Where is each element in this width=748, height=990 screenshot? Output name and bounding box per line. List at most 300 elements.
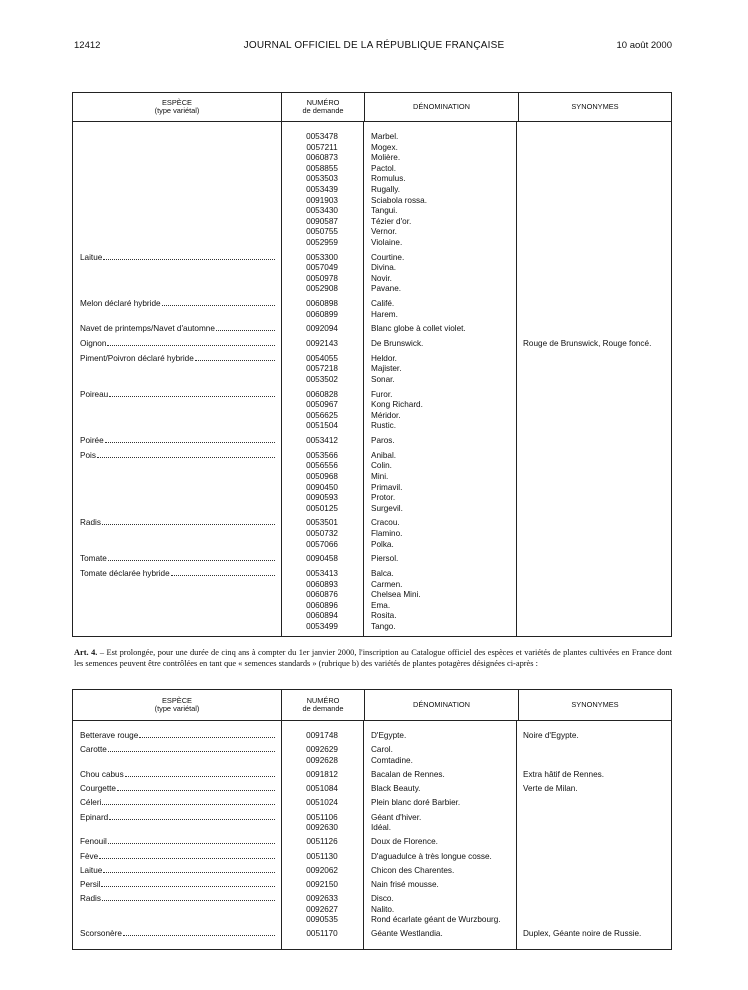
leader-dots <box>107 345 275 346</box>
synonyms-cell <box>516 798 671 809</box>
numero-cell <box>281 324 363 335</box>
request-number: 0090458 <box>306 554 338 564</box>
species-label <box>80 745 275 756</box>
leader-dots <box>123 935 275 936</box>
species-cell <box>73 132 281 249</box>
col-denomination: DÉNOMINATION <box>364 93 518 121</box>
request-number: 0090593 <box>306 493 338 503</box>
numero-cell <box>281 866 363 877</box>
request-number: 0058855 <box>306 163 338 173</box>
species-label <box>80 784 275 795</box>
col-espece: ESPÈCE (type variétal) <box>154 695 200 713</box>
synonyms-cell <box>516 354 671 386</box>
synonyms-cell <box>516 339 671 350</box>
species-cell <box>73 339 281 350</box>
variety-name: Rugally. <box>371 184 400 194</box>
species-cell <box>73 880 281 891</box>
species-label <box>80 354 275 365</box>
request-number: 0092630 <box>306 823 338 833</box>
synonyms-cell <box>516 436 671 447</box>
synonyms-cell <box>516 745 671 766</box>
request-number: 0056625 <box>306 410 338 420</box>
species-label <box>80 852 275 863</box>
species-label <box>80 770 275 781</box>
table-row <box>73 299 671 320</box>
denomination-cell <box>363 569 516 633</box>
variety-name: Colin. <box>371 461 392 471</box>
request-number: 0053478 <box>306 132 338 141</box>
request-number: 0050968 <box>306 471 338 481</box>
leader-dots <box>109 396 275 397</box>
variety-name: Califé. <box>371 299 395 309</box>
leader-dots <box>103 872 275 873</box>
denomination-cell <box>363 837 516 848</box>
journal-title: JOURNAL OFFICIEL DE LA RÉPUBLIQUE FRANÇAISE <box>243 40 505 51</box>
denomination-cell <box>363 132 516 249</box>
denomination-cell <box>363 745 516 766</box>
synonyms-cell <box>516 813 671 834</box>
variety-name: Rond écarlate géant de Wurzbourg. <box>371 915 501 925</box>
synonym: Verte de Milan. <box>523 784 578 794</box>
request-number: 0060898 <box>306 299 338 309</box>
synonyms-cell <box>516 866 671 877</box>
numero-cell <box>281 339 363 350</box>
variety-name: D'Egypte. <box>371 731 407 740</box>
leader-dots <box>216 330 275 331</box>
species-name: Chou cabus <box>80 769 124 779</box>
species-label <box>80 798 275 809</box>
request-number: 0050125 <box>306 503 338 513</box>
request-number: 0092628 <box>306 755 338 765</box>
denomination-cell <box>363 894 516 926</box>
species-cell <box>73 554 281 565</box>
variety-name: Cracou. <box>371 518 400 528</box>
request-number: 0053503 <box>306 174 338 184</box>
variety-name: Protor. <box>371 493 396 503</box>
variety-name: Flamino. <box>371 529 403 539</box>
species-name: Laitue <box>80 252 103 262</box>
variety-name: Heldor. <box>371 353 397 363</box>
variety-name: Bacalan de Rennes. <box>371 769 445 779</box>
request-number: 0050732 <box>306 529 338 539</box>
variety-name: Mogex. <box>371 142 398 152</box>
col-denomination: DÉNOMINATION <box>364 690 518 720</box>
table-row <box>73 852 671 863</box>
request-number: 0092062 <box>306 865 338 875</box>
species-cell <box>73 770 281 781</box>
variety-name: Sciabola rossa. <box>371 195 427 205</box>
request-number: 0092627 <box>306 904 338 914</box>
species-cell <box>73 894 281 926</box>
synonyms-cell <box>516 253 671 295</box>
col-espece: ESPÈCE (type variétal) <box>154 97 200 115</box>
table-row <box>73 813 671 834</box>
species-name: Céleri <box>80 798 102 808</box>
varieties-table-2 <box>72 689 672 950</box>
request-number: 0051130 <box>306 851 338 861</box>
col-numero: NUMÉRO de demande <box>281 93 364 121</box>
species-name: Courgette <box>80 784 116 794</box>
table-row <box>73 354 671 386</box>
species-label <box>80 436 275 447</box>
species-name: Persil <box>80 879 101 889</box>
table-row <box>73 798 671 809</box>
leader-dots <box>171 575 275 576</box>
synonyms-cell <box>516 784 671 795</box>
variety-name: D'aguadulce à très longue cosse. <box>371 851 492 861</box>
request-number: 0053430 <box>306 206 338 216</box>
request-number: 0053439 <box>306 184 338 194</box>
variety-name: Harem. <box>371 309 398 319</box>
synonyms-cell <box>516 894 671 926</box>
variety-name: Vernor. <box>371 227 397 237</box>
variety-name: Pavane. <box>371 284 402 294</box>
numero-cell <box>281 784 363 795</box>
request-number: 0053501 <box>306 518 338 528</box>
species-label <box>80 299 275 310</box>
variety-name: Courtine. <box>371 252 405 262</box>
request-number: 0060873 <box>306 153 338 163</box>
leader-dots <box>97 457 275 458</box>
species-cell <box>73 436 281 447</box>
variety-name: Divina. <box>371 263 397 273</box>
species-cell <box>73 569 281 633</box>
species-name: Betterave rouge <box>80 731 139 740</box>
species-cell <box>73 731 281 742</box>
variety-name: Comtadine. <box>371 755 413 765</box>
variety-name: Rustic. <box>371 421 397 431</box>
numero-cell <box>281 798 363 809</box>
leader-dots <box>102 804 275 805</box>
request-number: 0092094 <box>306 324 338 334</box>
species-label <box>80 324 275 335</box>
leader-dots <box>125 776 275 777</box>
request-number: 0060876 <box>306 590 338 600</box>
leader-dots <box>102 524 275 525</box>
species-label <box>80 837 275 848</box>
table-row <box>73 866 671 877</box>
denomination-cell <box>363 354 516 386</box>
request-number: 0060828 <box>306 389 338 399</box>
synonyms-cell <box>516 324 671 335</box>
request-number: 0053499 <box>306 621 338 631</box>
table-header <box>73 93 671 122</box>
denomination-cell <box>363 253 516 295</box>
variety-name: Violaine. <box>371 237 403 247</box>
species-name: Melon déclaré hybride <box>80 299 161 309</box>
variety-name: Idéal. <box>371 823 392 833</box>
request-number: 0060899 <box>306 309 338 319</box>
article-4-paragraph <box>74 647 672 669</box>
request-number: 0091903 <box>306 195 338 205</box>
species-label <box>80 880 275 891</box>
request-number: 0092150 <box>306 879 338 889</box>
species-name: Epinard <box>80 812 109 822</box>
synonyms-cell <box>516 880 671 891</box>
synonyms-cell <box>516 569 671 633</box>
numero-cell <box>281 299 363 320</box>
denomination-cell <box>363 436 516 447</box>
table-row <box>73 132 671 249</box>
species-cell <box>73 866 281 877</box>
request-number: 0051024 <box>306 798 338 808</box>
table-row <box>73 745 671 766</box>
request-number: 0053412 <box>306 436 338 446</box>
variety-name: Piersol. <box>371 554 399 564</box>
variety-name: Plein blanc doré Barbier. <box>371 798 461 808</box>
species-cell <box>73 798 281 809</box>
variety-name: Black Beauty. <box>371 784 421 794</box>
leader-dots <box>102 900 275 901</box>
numero-cell <box>281 813 363 834</box>
leader-dots <box>99 858 275 859</box>
request-number: 0057066 <box>306 539 338 549</box>
variety-name: Méridor. <box>371 410 401 420</box>
leader-dots <box>103 259 275 260</box>
variety-name: De Brunswick. <box>371 339 424 349</box>
species-cell <box>73 451 281 515</box>
synonyms-cell <box>516 132 671 249</box>
denomination-cell <box>363 784 516 795</box>
table-row <box>73 569 671 633</box>
leader-dots <box>101 886 275 887</box>
species-cell <box>73 253 281 295</box>
synonyms-cell <box>516 929 671 940</box>
col-synonymes: SYNONYMES <box>518 690 671 720</box>
species-cell <box>73 390 281 432</box>
request-number: 0057211 <box>306 142 338 152</box>
numero-cell <box>281 894 363 926</box>
species-label <box>80 929 275 940</box>
synonyms-cell <box>516 518 671 550</box>
variety-name: Ema. <box>371 600 391 610</box>
denomination-cell <box>363 880 516 891</box>
species-name: Carotte <box>80 745 107 755</box>
species-name: Laitue <box>80 865 103 875</box>
table-header <box>73 690 671 721</box>
request-number: 0090450 <box>306 482 338 492</box>
species-name: Oignon <box>80 339 107 349</box>
table-row <box>73 894 671 926</box>
denomination-cell <box>363 929 516 940</box>
denomination-cell <box>363 324 516 335</box>
leader-dots <box>105 442 275 443</box>
issue-date: 10 août 2000 <box>616 40 672 51</box>
numero-cell <box>281 554 363 565</box>
table-row <box>73 253 671 295</box>
leader-dots <box>108 560 275 561</box>
species-cell <box>73 813 281 834</box>
denomination-cell <box>363 798 516 809</box>
synonym: Noire d'Egypte. <box>523 731 579 740</box>
table-row <box>73 390 671 432</box>
variety-name: Mini. <box>371 471 389 481</box>
request-number: 0053300 <box>306 252 338 262</box>
request-number: 0051106 <box>306 812 338 822</box>
variety-name: Nalito. <box>371 904 395 914</box>
request-number: 0050967 <box>306 400 338 410</box>
leader-dots <box>117 790 275 791</box>
numero-cell <box>281 770 363 781</box>
synonyms-cell <box>516 451 671 515</box>
synonym: Extra hâtif de Rennes. <box>523 769 605 779</box>
numero-cell <box>281 390 363 432</box>
request-number: 0057049 <box>306 263 338 273</box>
numero-cell <box>281 569 363 633</box>
request-number: 0091748 <box>306 731 338 740</box>
leader-dots <box>162 305 275 306</box>
denomination-cell <box>363 770 516 781</box>
numero-cell <box>281 436 363 447</box>
species-name: Tomate <box>80 554 107 564</box>
variety-name: Novir. <box>371 273 392 283</box>
table-row <box>73 837 671 848</box>
table-row <box>73 770 671 781</box>
numero-cell <box>281 132 363 249</box>
table-row <box>73 339 671 350</box>
variety-name: Géante Westlandia. <box>371 929 443 939</box>
variety-name: Molière. <box>371 153 401 163</box>
request-number: 0051084 <box>306 784 338 794</box>
numero-cell <box>281 518 363 550</box>
species-name: Fenouil <box>80 837 107 847</box>
numero-cell <box>281 731 363 742</box>
table-row <box>73 451 671 515</box>
variety-name: Géant d'hiver. <box>371 812 422 822</box>
request-number: 0050978 <box>306 273 338 283</box>
variety-name: Marbel. <box>371 132 399 141</box>
request-number: 0051126 <box>306 837 338 847</box>
species-label <box>80 451 275 462</box>
table-row <box>73 880 671 891</box>
variety-name: Tango. <box>371 621 396 631</box>
synonym: Rouge de Brunswick, Rouge foncé. <box>523 339 652 349</box>
denomination-cell <box>363 852 516 863</box>
species-cell <box>73 929 281 940</box>
leader-dots <box>139 737 275 738</box>
request-number: 0052908 <box>306 284 338 294</box>
synonym: Duplex, Géante noire de Russie. <box>523 929 642 939</box>
species-label <box>80 731 275 742</box>
species-label <box>80 518 275 529</box>
variety-name: Carol. <box>371 745 393 755</box>
table-row <box>73 731 671 742</box>
variety-name: Sonar. <box>371 374 395 384</box>
species-cell <box>73 852 281 863</box>
species-label <box>80 569 275 580</box>
denomination-cell <box>363 299 516 320</box>
request-number: 0092633 <box>306 894 338 904</box>
species-label <box>80 813 275 824</box>
leader-dots <box>109 819 275 820</box>
species-cell <box>73 299 281 320</box>
species-name: Scorsonère <box>80 929 122 939</box>
request-number: 0056556 <box>306 461 338 471</box>
species-label <box>80 390 275 401</box>
article-text: – Est prolongée, pour une durée de cinq ans à compter du 1er janvier 2000, l'inscription au Catalogue officiel des espèces et variétés de plantes cultivées en France dont les semences peuvent être contrôlées en tant que « semences standards » (rubrique b) des variétés de plantes potagères désignées ci-après : <box>74 648 673 668</box>
variety-name: Surgevil. <box>371 503 403 513</box>
request-number: 0051504 <box>306 421 338 431</box>
species-name: Radis <box>80 518 101 528</box>
request-number: 0060893 <box>306 579 338 589</box>
variety-name: Chicon des Charentes. <box>371 865 455 875</box>
table-row <box>73 784 671 795</box>
variety-name: Carmen. <box>371 579 403 589</box>
request-number: 0060896 <box>306 600 338 610</box>
species-label <box>80 339 275 350</box>
varieties-table-1 <box>72 92 672 637</box>
request-number: 0053413 <box>306 569 338 578</box>
denomination-cell <box>363 731 516 742</box>
denomination-cell <box>363 866 516 877</box>
denomination-cell <box>363 554 516 565</box>
species-label <box>80 253 275 264</box>
leader-dots <box>195 360 275 361</box>
denomination-cell <box>363 339 516 350</box>
denomination-cell <box>363 813 516 834</box>
species-name: Navet de printemps/Navet d'automne <box>80 324 215 334</box>
request-number: 0092143 <box>306 339 338 349</box>
variety-name: Majister. <box>371 364 402 374</box>
table-row <box>73 518 671 550</box>
variety-name: Doux de Florence. <box>371 837 438 847</box>
variety-name: Disco. <box>371 894 394 904</box>
table-body <box>73 721 671 949</box>
variety-name: Kong Richard. <box>371 400 423 410</box>
article-label: Art. 4. <box>74 648 98 657</box>
request-number: 0054055 <box>306 353 338 363</box>
species-name: Tomate déclarée hybride <box>80 569 170 578</box>
variety-name: Blanc globe à collet violet. <box>371 324 466 334</box>
page-number: 12412 <box>74 40 101 51</box>
col-numero: NUMÉRO de demande <box>281 690 364 720</box>
variety-name: Paros. <box>371 436 395 446</box>
leader-dots <box>108 843 275 844</box>
table-row <box>73 929 671 940</box>
request-number: 0053502 <box>306 374 338 384</box>
denomination-cell <box>363 451 516 515</box>
species-cell <box>73 324 281 335</box>
variety-name: Tézier d'or. <box>371 216 412 226</box>
variety-name: Chelsea Mini. <box>371 590 421 600</box>
numero-cell <box>281 354 363 386</box>
species-cell <box>73 745 281 766</box>
synonyms-cell <box>516 852 671 863</box>
synonyms-cell <box>516 299 671 320</box>
species-name: Piment/Poivron déclaré hybride <box>80 353 194 363</box>
variety-name: Polka. <box>371 539 394 549</box>
denomination-cell <box>363 390 516 432</box>
species-name: Fève <box>80 851 99 861</box>
request-number: 0051170 <box>306 929 338 939</box>
variety-name: Primavil. <box>371 482 403 492</box>
synonyms-cell <box>516 770 671 781</box>
species-name: Poireau <box>80 389 109 399</box>
variety-name: Anibal. <box>371 450 397 460</box>
variety-name: Nain frisé mousse. <box>371 879 439 889</box>
request-number: 0091812 <box>306 769 338 779</box>
species-label <box>80 554 275 565</box>
synonyms-cell <box>516 731 671 742</box>
variety-name: Pactol. <box>371 163 397 173</box>
numero-cell <box>281 253 363 295</box>
request-number: 0057218 <box>306 364 338 374</box>
table-row <box>73 436 671 447</box>
synonyms-cell <box>516 554 671 565</box>
table-row <box>73 324 671 335</box>
species-cell <box>73 354 281 386</box>
species-cell <box>73 784 281 795</box>
